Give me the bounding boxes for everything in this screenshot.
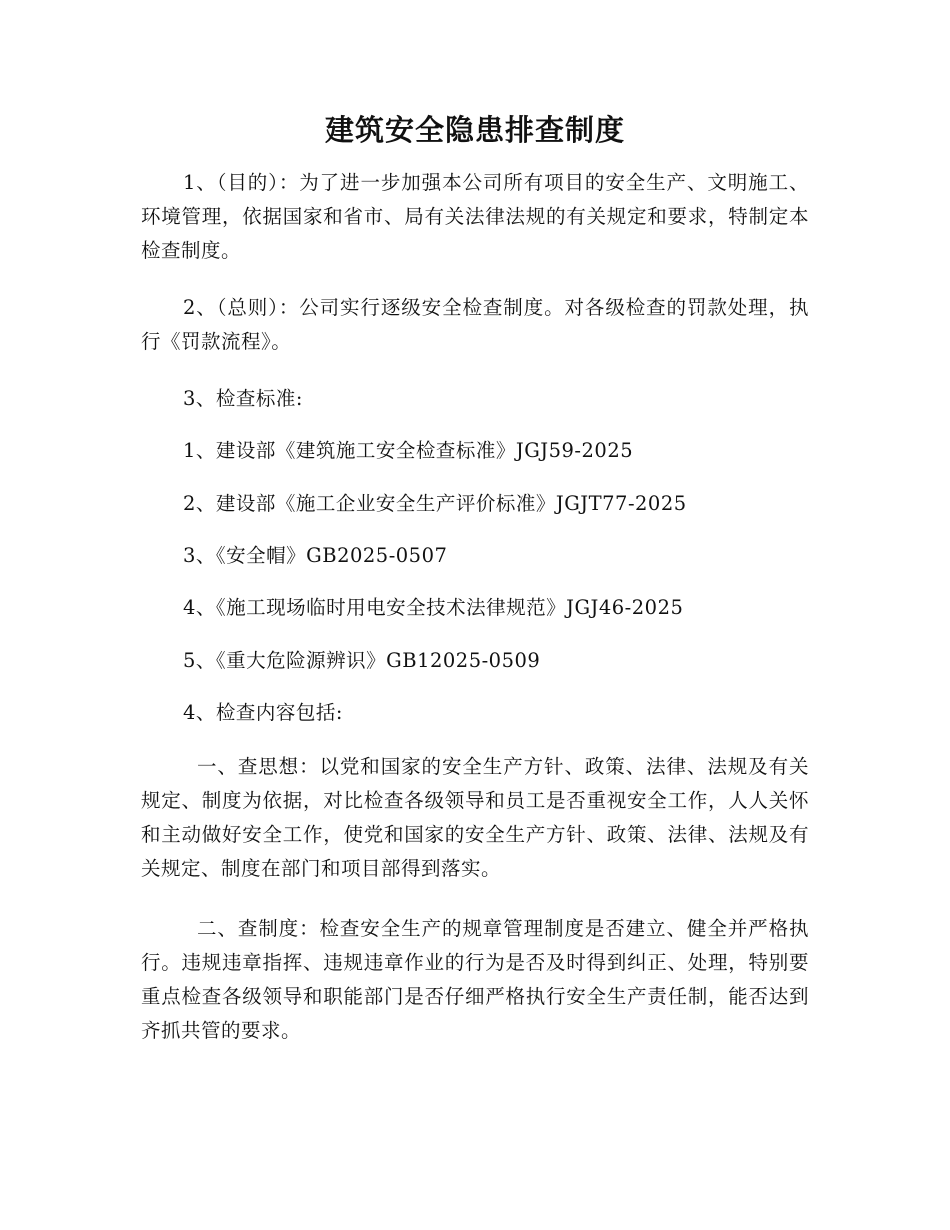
standard-item-4: 4、《施工现场临时用电安全技术法律规范》JGJ46-2025 bbox=[183, 596, 684, 619]
paragraph-standards-heading: 3、检查标准: bbox=[183, 387, 303, 410]
paragraph-contents-heading: 4、检查内容包括: bbox=[183, 701, 343, 724]
document-title: 建筑安全隐患排查制度 bbox=[324, 113, 625, 147]
paragraph-general-rules: 2、（总则）：公司实行逐级安全检查制度。对各级检查的罚款处理，执行《罚款流程》。 bbox=[141, 296, 809, 353]
standard-item-3: 3、《安全帽》GB2025-0507 bbox=[183, 544, 448, 567]
paragraph-check-thinking: 一、查思想：以党和国家的安全生产方针、政策、法律、法规及有关规定、制度为依据，对比检查各级领导和员工是否重视安全工作，人人关怀和主动做好安全工作，使党和国家的安全生产方针、政策、法律、法规及有关规定、制度在部门和项目部得到落实。 bbox=[141, 755, 809, 880]
paragraph-purpose: 1、（目的）：为了进一步加强本公司所有项目的安全生产、文明施工、环境管理，依据国家和省市、局有关法律法规的有关规定和要求，特制定本检查制度。 bbox=[141, 171, 809, 262]
standard-item-2: 2、建设部《施工企业安全生产评价标准》JGJT77-2025 bbox=[183, 492, 687, 515]
standard-item-5: 5、《重大危险源辨识》GB12025-0509 bbox=[183, 649, 541, 672]
paragraph-check-systems: 二、查制度：检查安全生产的规章管理制度是否建立、健全并严格执行。违规违章指挥、违规违章作业的行为是否及时得到纠正、处理，特别要重点检查各级领导和职能部门是否仔细严格执行安全生产责任制，能否达到齐抓共管的要求。 bbox=[141, 917, 809, 1042]
standard-item-1: 1、建设部《建筑施工安全检查标准》JGJ59-2025 bbox=[183, 439, 634, 462]
